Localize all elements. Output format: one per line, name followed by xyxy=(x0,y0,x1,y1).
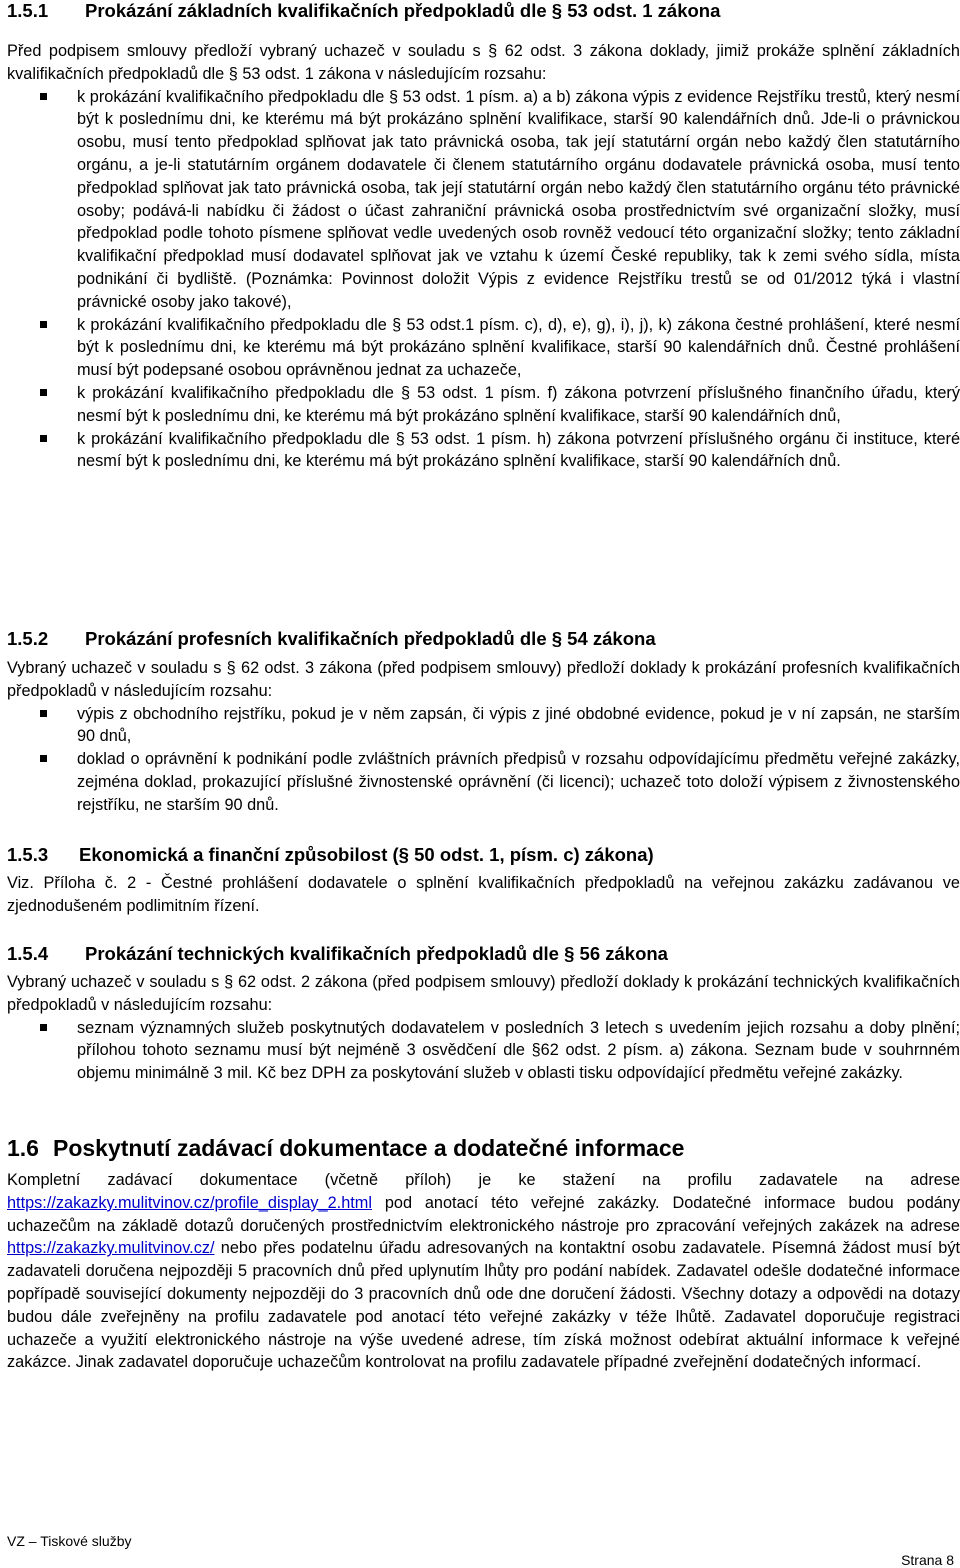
section-1-5-2-heading xyxy=(7,628,960,650)
square-bullet-icon xyxy=(40,710,47,717)
list-item: k prokázání kvalifikačního předpokladu dle § 53 odst. 1 písm. f) zákona potvrzení příslušného finančního úřadu, který nesmí být k poslednímu dni, ke kterému má být prokázáno splnění kvalifikace, starší 90 kalendářních dnů, xyxy=(7,382,960,428)
section-title: Prokázání profesních kvalifikačních předpokladů dle § 54 zákona xyxy=(85,628,656,649)
section-1-5-2-body xyxy=(7,657,960,817)
list-item: k prokázání kvalifikačního předpokladu dle § 53 odst. 1 písm. h) zákona potvrzení příslušného orgánu či instituce, které nesmí být k poslednímu dni, ke kterému má být prokázáno splnění kvalifikace, starší 90 kalendářních dnů. xyxy=(7,428,960,474)
section-1-5-1-body xyxy=(7,40,960,473)
requirements-list xyxy=(7,703,960,817)
section-1-6-heading xyxy=(7,1134,960,1162)
requirements-list xyxy=(7,86,960,474)
section-number: 1.6 xyxy=(7,1135,39,1161)
square-bullet-icon xyxy=(40,321,47,328)
page-number: Strana 8 xyxy=(901,1552,954,1568)
section-intro: Vybraný uchazeč v souladu s § 62 odst. 2 zákona (před podpisem smlouvy) předloží doklady k prokázání technických kvalifikačních předpokladů v následujícím rozsahu: xyxy=(7,973,960,1014)
square-bullet-icon xyxy=(40,435,47,442)
square-bullet-icon xyxy=(40,755,47,762)
footer-label: VZ – Tiskové služby xyxy=(7,1533,132,1549)
section-number: 1.5.4 xyxy=(7,943,49,964)
section-number: 1.5.1 xyxy=(7,0,49,21)
section-text: Viz. Příloha č. 2 - Čestné prohlášení dodavatele o splnění kvalifikačních předpokladů na veřejnou zakázku zadávanou ve zjednodušeném podlimitním řízení. xyxy=(7,874,960,915)
section-title: Prokázání základních kvalifikačních předpokladů dle § 53 odst. 1 zákona xyxy=(85,0,721,21)
square-bullet-icon xyxy=(40,1024,47,1031)
list-item: k prokázání kvalifikačního předpokladu dle § 53 odst. 1 písm. a) a b) zákona výpis z evidence Rejstříku trestů, který nesmí být k poslednímu dni, ke kterému má být prokázáno splnění kvalifikace, starší 90 kalendářních dnů. Jde-li o právnickou osobu, musí tento předpoklad splňovat jak tato právnická osoba, tak její statutární orgán nebo každý člen statutárního orgánu, a je-li statutárním orgánem dodavatele či členem statutárního orgánu dodavatele právnická osoba, musí tento předpoklad splňovat jak tato právnická osoba, tak její statutární orgán nebo každý člen statutárního orgánu této právnické osoby; podává-li nabídku či žádost o účast zahraniční právnická osoba prostřednictvím své organizační složky, musí předpoklad podle tohoto písmene splňovat vedle uvedených osob rovněž vedoucí této organizační složky; tento základní kvalifikační předpoklad musí dodavatel splňovat jak ve vztahu k území České republiky, tak k zemi svého sídla, místa podnikání či bydliště. (Poznámka: Povinnost doložit Výpis z evidence Rejstříku trestů se od 01/2012 týká i vlastní právnické osoby jako takové), xyxy=(7,86,960,314)
requirements-list xyxy=(7,1017,960,1085)
section-1-6-body xyxy=(7,1169,960,1374)
section-intro: Před podpisem smlouvy předloží vybraný uchazeč v souladu s § 62 odst. 3 zákona doklady, jimiž prokáže splnění základních kvalifikačních předpokladů dle § 53 odst. 1 zákona v následujícím rozsahu: xyxy=(7,42,960,83)
section-number: 1.5.3 xyxy=(7,844,49,865)
section-text: Kompletní zadávací dokumentace (včetně příloh) je ke stažení na profilu zadavatele na adrese https://zakazky.mulitvinov.cz/profile_display_2.html pod anotací této veřejné zakázky. Dodatečné informace budou podány uchazečům na základě dotazů doručených prostřednictvím elektronického nástroje pro zpracování veřejných zakázek na adrese https://zakazky.mulitvinov.cz/ nebo přes podatelnu úřadu adresovaných na kontaktní osobu zadavatele. Písemná žádost musí být zadavateli doručena nejpozději 5 pracovních dnů před uplynutím lhůty pro podání nabídek. Zadavatel odešle dodatečné informace popřípadě související dokumenty nejpozději do 3 pracovních dnů ode dne doručení žádosti. Všechny dotazy a odpovědi na dotazy budou dále zveřejněny na profilu zadavatele pod anotací této veřejné zakázky v téže lhůtě. Zadavatel doporučuje registraci uchazeče a využití elektronického nástroje na výše uvedené adrese, tím získá možnost odebírat aktuální informace k veřejné zakázce. Jinak zadavatel doporučuje uchazečům kontrolovat na profilu zadavatele případné zveřejnění dodatečných informací. xyxy=(7,1171,960,1372)
square-bullet-icon xyxy=(40,389,47,396)
list-item: k prokázání kvalifikačního předpokladu dle § 53 odst.1 písm. c), d), e), g), i), j), k) zákona čestné prohlášení, které nesmí být k poslednímu dni, ke kterému má být prokázáno splnění kvalifikace, starší 90 kalendářních dnů. Čestné prohlášení musí být podepsané osobou oprávněnou jednat za uchazeče, xyxy=(7,314,960,382)
section-1-5-1-heading xyxy=(7,0,960,22)
list-item: seznam významných služeb poskytnutých dodavatelem v posledních 3 letech s uvedením jejich rozsahu a doby plnění; přílohou tohoto seznamu musí být nejméně 3 osvědčení dle §62 odst. 2 písm. a) zákona. Seznam bude v souhrnném objemu minimálně 3 mil. Kč bez DPH za poskytování služeb v oblasti tisku odpovídající předmětu veřejné zakázky. xyxy=(7,1017,960,1085)
section-number: 1.5.2 xyxy=(7,628,49,649)
section-title: Ekonomická a finanční způsobilost (§ 50 odst. 1, písm. c) zákona) xyxy=(79,844,654,865)
section-1-5-3-heading xyxy=(7,844,960,866)
square-bullet-icon xyxy=(40,93,47,100)
list-item: výpis z obchodního rejstříku, pokud je v něm zapsán, či výpis z jiné obdobné evidence, pokud je v ní zapsán, ne starším 90 dnů, xyxy=(7,703,960,749)
section-1-5-3-body xyxy=(7,872,960,918)
section-1-5-4-body xyxy=(7,971,960,1085)
section-title: Prokázání technických kvalifikačních předpokladů dle § 56 zákona xyxy=(85,943,668,964)
section-intro: Vybraný uchazeč v souladu s § 62 odst. 3 zákona (před podpisem smlouvy) předloží doklady k prokázání profesních kvalifikačních předpokladů v následujícím rozsahu: xyxy=(7,659,960,700)
section-1-5-4-heading xyxy=(7,943,960,965)
list-item: doklad o oprávnění k podnikání podle zvláštních právních předpisů v rozsahu odpovídajícímu předmětu veřejné zakázky, zejména doklad, prokazující příslušné živnostenské oprávnění (či licenci); uchazeč toto doloží výpisem z živnostenského rejstříku, ne starším 90 dnů. xyxy=(7,748,960,816)
profile-link[interactable]: https://zakazky.mulitvinov.cz/profile_display_2.html xyxy=(7,1193,372,1212)
section-title: Poskytnutí zadávací dokumentace a dodatečné informace xyxy=(53,1135,685,1161)
tender-portal-link[interactable]: https://zakazky.mulitvinov.cz/ xyxy=(7,1239,215,1258)
